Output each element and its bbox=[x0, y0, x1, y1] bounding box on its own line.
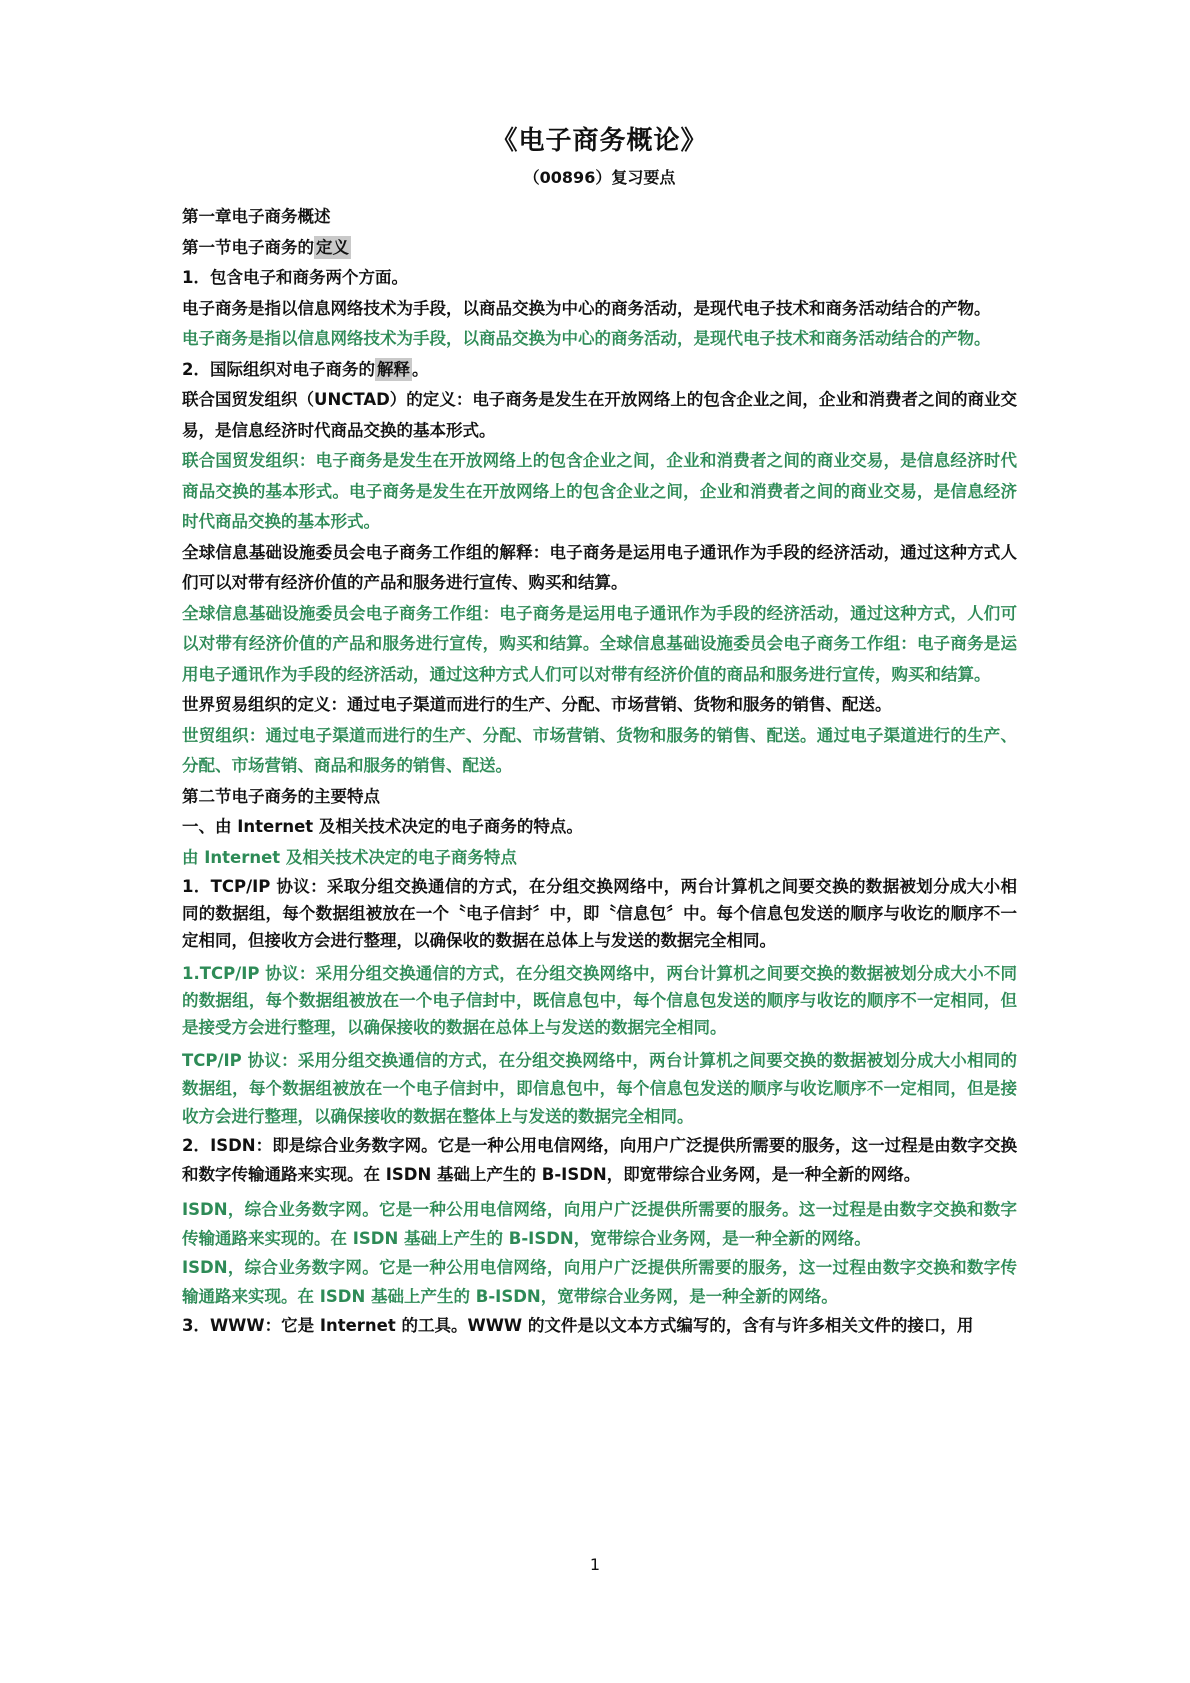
heading-internet-green: 由 Internet 及相关技术决定的电子商务特点 bbox=[182, 847, 517, 867]
shaded-word-explanation: 解释 bbox=[376, 359, 410, 379]
paragraph-gii: 全球信息基础设施委员会电子商务工作组的解释：电子商务是运用电子通讯作为手段的经济活动，通过这种方式人们可以对带有经济价值的产品和服务进行宣传、购买和结算。 bbox=[182, 542, 1017, 592]
paragraph-isdn-green-2: ISDN，综合业务数字网。它是一种公用电信网络，向用户广泛提供所需要的服务，这一过程由数字交换和数字传输通路来实现。在 ISDN 基础上产生的 B-ISDN，宽带综合业务网，是一种全新的网络。 bbox=[182, 1258, 1017, 1306]
item-1-heading: 1．包含电子和商务两个方面。 bbox=[182, 268, 408, 287]
paragraph-isdn-green-1: ISDN，综合业务数字网。它是一种公用电信网络，向用户广泛提供所需要的服务。这一过程是由数字交换和数字传输通路来实现的。在 ISDN 基础上产生的 B-ISDN，宽带综合业务网，是一种全新的网络。 bbox=[182, 1200, 1017, 1248]
paragraph-tcpip-green-2: TCP/IP 协议：采用分组交换通信的方式，在分组交换网络中，两台计算机之间要交换的数据被划分成大小相同的数据组，每个数据组被放在一个电子信封中，即信息包中，每个信息包发送的顺序与收讫顺序不一定相同，但是接收方会进行整理，以确保接收的数据在整体上与发送的数据完全相同。 bbox=[182, 1051, 1017, 1126]
item-2-heading bbox=[182, 355, 1017, 386]
paragraph-www: 3．WWW：它是 Internet 的工具。WWW 的文件是以文本方式编写的，含有与许多相关文件的接口，用 bbox=[182, 1316, 974, 1335]
paragraph-unctad: 联合国贸发组织（UNCTAD）的定义：电子商务是发生在开放网络上的包含企业之间，企业和消费者之间的商业交易，是信息经济时代商品交换的基本形式。 bbox=[182, 390, 1017, 440]
item-2-text: 2．国际组织对电子商务的 bbox=[182, 359, 375, 379]
section-heading-1 bbox=[182, 233, 1017, 264]
paragraph-wto-green: 世贸组织：通过电子渠道而进行的生产、分配、市场营销、货物和服务的销售、配送。通过电子渠道进行的生产、分配、市场营销、商品和服务的销售、配送。 bbox=[182, 725, 1017, 775]
paragraph-isdn: 2．ISDN：即是综合业务数字网。它是一种公用电信网络，向用户广泛提供所需要的服务，这一过程是由数字交换和数字传输通路来实现。在 ISDN 基础上产生的 B-ISDN，即宽带综合业务网，是一种全新的网络。 bbox=[182, 1136, 1017, 1184]
paragraph-gii-green: 全球信息基础设施委员会电子商务工作组：电子商务是运用电子通讯作为手段的经济活动，通过这种方式，人们可以对带有经济价值的产品和服务进行宣传，购买和结算。全球信息基础设施委员会电子商务工作组：电子商务是运用电子通讯作为手段的经济活动，通过这种方式人们可以对带有经济价值的商品和服务进行宣传，购买和结算。 bbox=[182, 603, 1017, 684]
paragraph-wto: 世界贸易组织的定义：通过电子渠道而进行的生产、分配、市场营销、货物和服务的销售、配送。 bbox=[182, 695, 892, 714]
paragraph-tcpip-green-1: 1.TCP/IP 协议：采用分组交换通信的方式，在分组交换网络中，两台计算机之间要交换的数据被划分成大小不同的数据组，每个数据组被放在一个电子信封中，既信息包中，每个信息包发送的顺序与收讫的顺序不一定相同，但是接受方会进行整理，以确保接收的数据在总体上与发送的数据完全相同。 bbox=[182, 964, 1017, 1037]
document-title: 《电子商务概论》 bbox=[491, 126, 708, 156]
shaded-word-definition: 定义 bbox=[316, 237, 349, 257]
paragraph-definition: 电子商务是指以信息网络技术为手段，以商品交换为中心的商务活动，是现代电子技术和商务活动结合的产物。 bbox=[182, 298, 991, 318]
document-page bbox=[182, 120, 1017, 1342]
item-2-suffix: 。 bbox=[411, 359, 429, 379]
chapter-heading: 第一章电子商务概述 bbox=[182, 207, 331, 226]
paragraph-definition-green: 电子商务是指以信息网络技术为手段，以商品交换为中心的商务活动，是现代电子技术和商务活动结合的产物。 bbox=[182, 329, 991, 348]
document-subtitle: （00896）复习要点 bbox=[523, 168, 676, 187]
page-number: 1 bbox=[589, 1555, 601, 1574]
section-heading-1-text: 第一节电子商务的 bbox=[182, 237, 314, 257]
section-heading-2: 第二节电子商务的主要特点 bbox=[182, 786, 380, 806]
heading-internet: 一、由 Internet 及相关技术决定的电子商务的特点。 bbox=[182, 817, 583, 836]
paragraph-unctad-green: 联合国贸发组织：电子商务是发生在开放网络上的包含企业之间，企业和消费者之间的商业交易，是信息经济时代商品交换的基本形式。电子商务是发生在开放网络上的包含企业之间，企业和消费者之间的商业交易，是信息经济时代商品交换的基本形式。 bbox=[182, 451, 1017, 531]
paragraph-tcpip: 1．TCP/IP 协议：采取分组交换通信的方式，在分组交换网络中，两台计算机之间要交换的数据被划分成大小相同的数据组，每个数据组被放在一个〝电子信封〞中，即〝信息包〞中。每个信息包发送的顺序与收讫的顺序不一定相同，但接收方会进行整理，以确保收的数据在总体上与发送的数据完全相同。 bbox=[182, 877, 1017, 950]
